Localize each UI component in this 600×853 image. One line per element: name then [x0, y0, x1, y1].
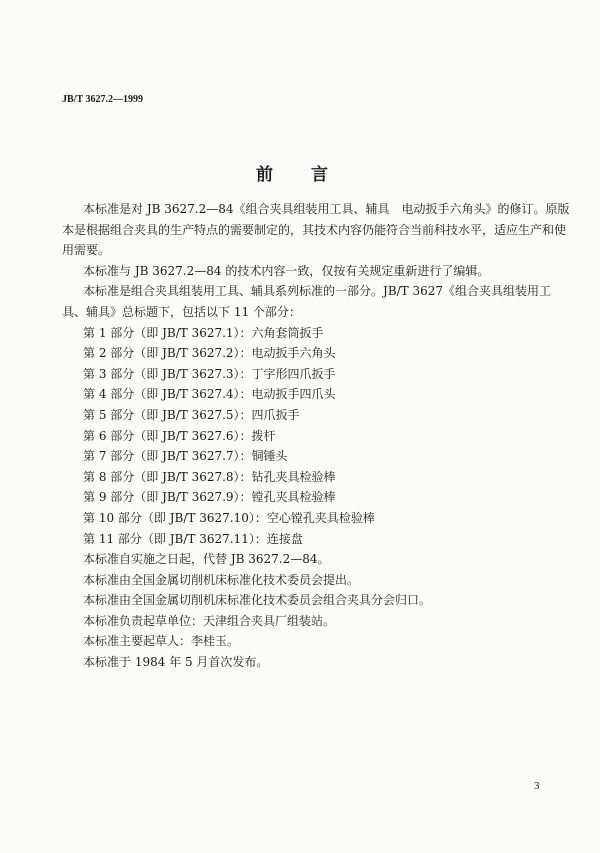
document-body [62, 199, 572, 673]
standard-number-header: JB/T 3627.2—1999 [62, 94, 143, 105]
closing-line: 本标准自实施之日起，代替 JB 3627.2—84。 [83, 552, 330, 567]
part-item: 第 6 部分（即 JB/T 3627.6）：拨杆 [83, 428, 276, 443]
closing-line: 本标准主要起草人：李桂玉。 [83, 634, 240, 649]
closing-line: 本标准负责起草单位：天津组合夹具厂组装站。 [83, 613, 336, 628]
part-item: 第 7 部分（即 JB/T 3627.7）：铜锤头 [83, 449, 288, 464]
page-title: 前 言 [256, 165, 344, 185]
part-item: 第 9 部分（即 JB/T 3627.9）：镗孔夹具检验棒 [83, 490, 336, 505]
part-item: 第 8 部分（即 JB/T 3627.8）：钻孔夹具检验棒 [83, 469, 336, 484]
part-item: 第 2 部分（即 JB/T 3627.2）：电动扳手六角头 [83, 346, 336, 361]
part-item: 第 5 部分（即 JB/T 3627.5）：四爪扳手 [83, 407, 300, 422]
page-number: 3 [534, 780, 540, 792]
part-item: 第 11 部分（即 JB/T 3627.11）：连接盘 [83, 531, 303, 546]
paragraph: 本标准与 JB 3627.2—84 的技术内容一致，仅按有关规定重新进行了编辑。 [83, 263, 490, 278]
part-item: 第 4 部分（即 JB/T 3627.4）：电动扳手四爪头 [83, 387, 336, 402]
part-item: 第 3 部分（即 JB/T 3627.3）：丁字形四爪扳手 [83, 366, 336, 381]
paragraph: 本标准是对 JB 3627.2—84《组合夹具组装用工具、辅具 电动扳手六角头》的修订。原版本是根据组合夹具的生产特点的需要制定的，其技术内容仍能符合当前科技水平，适应生产和使用需要。 [62, 202, 570, 258]
part-item: 第 10 部分（即 JB/T 3627.10）：空心镗孔夹具检验棒 [83, 510, 375, 525]
closing-line: 本标准由全国金属切削机床标准化技术委员会组合夹具分会归口。 [83, 593, 432, 608]
part-item: 第 1 部分（即 JB/T 3627.1）：六角套筒扳手 [83, 325, 324, 340]
closing-line: 本标准由全国金属切削机床标准化技术委员会提出。 [83, 572, 360, 587]
closing-line: 本标准于 1984 年 5 月首次发布。 [83, 655, 269, 670]
paragraph: 本标准是组合夹具组装用工具、辅具系列标准的一部分。JB/T 3627《组合夹具组装用工具、辅具》总标题下，包括以下 11 个部分： [62, 284, 552, 319]
